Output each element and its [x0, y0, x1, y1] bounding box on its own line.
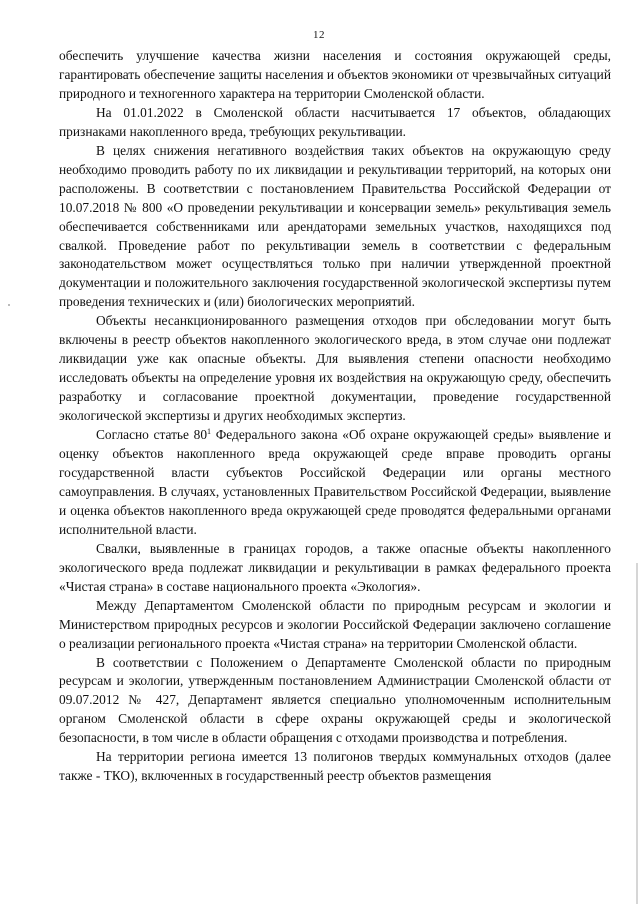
paragraph-5-start: Согласно статье 80 [96, 427, 208, 443]
document-body [59, 47, 611, 786]
page-number: 12 [313, 29, 325, 41]
scan-mark [8, 304, 10, 306]
paragraph-3: В целях снижения негативного воздействия таких объектов на окружающую среду необходимо проводить работу по их ликвидации и рекультивации территорий, на которых они расположены. В соответствии с постановлением Правительства Российской Федерации от 10.07.2018 № 800 «О проведении рекультивации и консервации земель» рекультивация земель обеспечивается собственниками или арендаторами земельных участков, находящихся под свалкой. Проведение работ по рекультивации земель в соответствии с федеральным законодательством может осуществляться только при наличии утвержденной проектной документации и положительного заключения государственной экологической экспертизы путем проведения технических и (или) биологических мероприятий. [59, 142, 611, 310]
paragraph-7: Между Департаментом Смоленской области по природным ресурсам и экологии и Министерством природных ресурсов и экологии Российской Федерации заключено соглашение о реализации регионального проекта «Чистая страна» на территории Смоленской области. [59, 597, 611, 651]
paragraph-5 [59, 426, 611, 540]
paragraph-8: В соответствии с Положением о Департаменте Смоленской области по природным ресурсам и экологии, утвержденным постановлением Администрации Смоленской области от 09.07.2012 № 427, Департамент является специально уполномоченным исполнительным органом Смоленской области в сфере охраны окружающей среды и экологической безопасности, в том числе в области обращения с отходами производства и потребления. [59, 654, 611, 746]
article-superscript: 1 [207, 427, 212, 437]
paragraph-2: На 01.01.2022 в Смоленской области насчитывается 17 объектов, обладающих признаками накопленного вреда, требующих рекультивации. [59, 104, 611, 139]
paragraph-1: обеспечить улучшение качества жизни населения и состояния окружающей среды, гарантировать обеспечение защиты населения и объектов экономики от чрезвычайных ситуаций природного и техногенного характера на территории Смоленской области. [59, 48, 611, 101]
paragraph-9: На территории региона имеется 13 полигонов твердых коммунальных отходов (далее также - ТКО), включенных в государственный реестр объектов размещения [59, 749, 611, 784]
paragraph-4: Объекты несанкционированного размещения отходов при обследовании могут быть включены в реестр объектов накопленного экологического вреда, в этом случае они подлежат ликвидации уже как опасные объекты. Для выявления степени опасности необходимо исследовать объекты на определение уровня их воздействия на окружающую среду, обеспечить разработку и согласование проектной документации, проведение государственной экологической экспертизы и других необходимых экспертиз. [59, 313, 611, 424]
paragraph-6: Свалки, выявленные в границах городов, а также опасные объекты накопленного экологического вреда подлежат ликвидации и рекультивации в рамках федерального проекта «Чистая страна» в составе национального проекта «Экология». [59, 540, 611, 594]
paragraph-5-rest: Федерального закона «Об охране окружающей среды» выявление и оценку объектов накопленного вреда окружающей среде вправе проводить органы государственной власти субъектов Российской Федерации или органы местного самоуправления. В случаях, установленных Правительством Российской Федерации, выявление и оценка объектов накопленного вреда окружающей среде проводятся федеральными органами исполнительной власти. [59, 427, 611, 537]
